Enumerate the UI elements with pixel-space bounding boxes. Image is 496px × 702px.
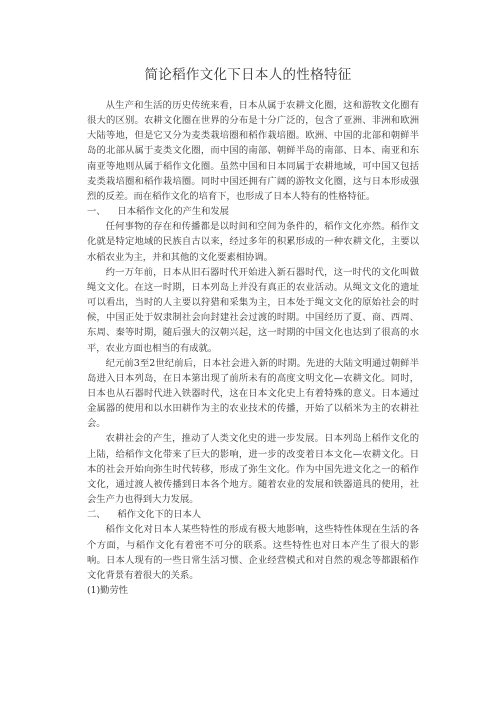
document-title: 简论稻作文化下日本人的性格特征 [144, 67, 352, 83]
subsection-heading-1: (1)勤劳性 [87, 585, 129, 596]
section-1-paragraph-1: 任何事物的存在和传播都是以时间和空间为条件的，稻作文化亦然。稻作文化就是特定地域的民族自古以来，经过多年的积累形成的一种农耕文化，主要以水稻农业为主，并和其他的文化要素相协调。 [87, 221, 419, 263]
section-heading-2: 二、 稻作文化下的日本人 [87, 509, 202, 521]
section-heading-1: 一、 日本稻作文化的产生和发展 [87, 206, 229, 218]
section-1-paragraph-4: 农耕社会的产生，推动了人类文化史的进一步发展。日本列岛上稻作文化的上陆，给稻作文化带来了巨大的影响，进一步的改变着日本文化—农耕文化。日本的社会开始向弥生时代转移，形成了弥生文化。作为中国先进文化之一的稻作文化，通过渡人被传播到日本各个地方。随着农业的发展和铁器道具的使用，社会生产力也得到大力发展。 [87, 433, 419, 506]
section-1-paragraph-3: 纪元前3至2世纪前后，日本社会进入新的时期。先进的大陆文明通过朝鲜半岛进入日本列岛，在日本第出现了前所未有的高度文明文化—农耕文化。同时，日本也从石器时代进入铁器时代，这在日本文化史上有着特殊的意义。日本通过金属器的使用和以水田耕作为主的农业技术的传播，开始了以稻米为主的农耕社会。 [87, 357, 419, 430]
intro-paragraph: 从生产和生活的历史传统来看，日本从属于农耕文化圈，这和游牧文化圈有很大的区别。农耕文化圈在世界的分布是十分广泛的，包含了亚洲、非洲和欧洲大陆等地，但是它又分为麦类栽培圈和稻作栽培圈。欧洲、中国的北部和朝鲜半岛的北部从属于麦类文化圈，而中国的南部、朝鲜半岛的南部、日本、南亚和东南亚等地则从属于稻作文化圈。虽然中国和日本同属于农耕地域，可中国又包括麦类栽培圈和稻作栽培圈。同时中国还拥有广阔的游牧文化圈，这与日本形成强烈的反差。而在稻作文化的培育下，也形成了日本人特有的性格特征。 [87, 100, 419, 202]
section-2-paragraph-1: 稻作文化对日本人某些特性的形成有极大地影响，这些特性体现在生活的各个方面，与稻作文化有着密不可分的联系。这些特性也对日本产生了很大的影响。日本人现有的一些日常生活习惯、企业经营模式和对自然的观念等都跟稻作文化背景有着很大的关系。 [87, 524, 419, 581]
document-body [87, 98, 419, 598]
section-1-paragraph-2: 约一万年前，日本从旧石器时代开始进入新石器时代，这一时代的文化叫做绳文文化。在这一时期，日本列岛上并没有真正的农业活动。从绳文文化的遗址可以看出，当时的人主要以狩猎和采集为主，日本处于绳文文化的原始社会的时候，中国正处于奴隶制社会向封建社会过渡的时期。中国经历了夏、商、西周、东周、秦等时期，随后强大的汉朝兴起，这一时期的中国文化也达到了很高的水平，农业方面也相当的有成就。 [87, 266, 419, 354]
